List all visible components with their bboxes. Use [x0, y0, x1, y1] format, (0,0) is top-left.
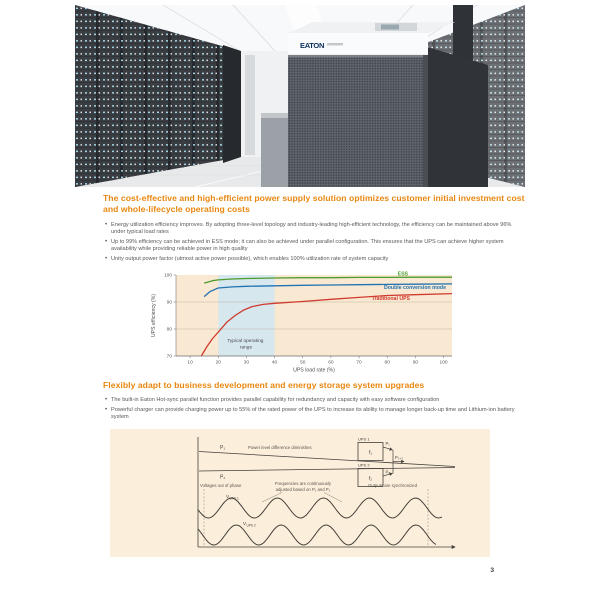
- band-label: Typical operating range: [227, 339, 264, 351]
- x-tick-label: 100: [439, 360, 448, 366]
- section1-heading: The cost-effective and high-efficient power supply solution optimizes customer initial investment cost and whole-lifecycle operating costs: [103, 193, 525, 214]
- bullet-item: • The built-in Eaton Hot-sync parallel function provides parallel capability for redundancy and capacity with easy software configuration: [104, 397, 516, 404]
- bullet-item: • Energy utilization efficiency improves. By adopting three-level topology and industry-leading high-efficient technology, the efficiency can be maintained above 96% under typical load rates: [104, 222, 516, 237]
- far-rack-left: [245, 55, 255, 155]
- x-axis-label: UPS load rate (%): [293, 367, 335, 374]
- x-tick-label: 70: [356, 360, 362, 366]
- x-tick-label: 60: [328, 360, 334, 366]
- legend-double-conversion: Double conversion mode: [384, 284, 446, 291]
- frequency-note-line2: adjusted based on P₁ and P₂: [275, 486, 331, 492]
- side-cabinet: [261, 113, 288, 187]
- eaton-logo: EATON: [300, 41, 325, 50]
- power-note: Power level difference diminishes: [248, 445, 312, 450]
- legend-ess: ESS: [397, 271, 408, 278]
- ups2-box-label: UPS 2: [358, 462, 370, 468]
- frequency-note-line1: Frequencies are continuously: [274, 481, 332, 486]
- y-axis-label: UPS efficiency (%): [151, 293, 157, 338]
- y-tick-label: 100: [163, 273, 172, 279]
- x-tick-label: 40: [271, 360, 278, 366]
- datacenter-photo: [75, 5, 525, 187]
- x-tick-label: 20: [215, 360, 221, 366]
- wave1-label: V: [226, 494, 230, 499]
- bullet-item: • Powerful charger can provide charging power up to 55% of the rated power of the UPS to increase its ability to manage longer back-up time and Lithium-ion battery system: [104, 407, 516, 422]
- sum-arrow-label: P₁₊₂: [395, 455, 404, 460]
- wave2-label-sub: UPS 2: [246, 523, 256, 528]
- x-tick-label: 50: [300, 360, 306, 366]
- x-tick-label: 80: [384, 360, 390, 366]
- ups1-box-label: UPS 1: [358, 436, 370, 442]
- bullet-item: • Up to 99% efficiency can be achieved in ESS mode; it can also be achieved under parallel configuration. This ensures that the UPS can achieve higher system availability while providing reliable power in high quality: [104, 239, 516, 254]
- ups2-frequency: f₂: [368, 476, 373, 482]
- x-tick-label: 30: [243, 360, 250, 366]
- page-number: 3: [490, 567, 494, 574]
- bullet-item: • Unity output power factor (utmost active power possible), which enables 100% utilization rate of system capacity: [104, 256, 516, 263]
- section1-bullet-list: [104, 222, 516, 266]
- x-tick-label: 10: [187, 360, 193, 366]
- wave2-label: V: [243, 521, 247, 526]
- wave1-label-sub: UPS 1: [229, 496, 239, 501]
- x-tick-label: 90: [412, 360, 419, 366]
- efficiency-chart: [148, 270, 488, 374]
- legend-traditional-ups: Traditional UPS: [371, 296, 410, 302]
- p1-arrow-label: P₁: [385, 441, 390, 446]
- p1-label: P₁: [220, 445, 226, 451]
- hot-sync-diagram: [110, 429, 490, 557]
- y-tick-label: 80: [166, 327, 172, 333]
- y-tick-label: 70: [166, 354, 172, 360]
- ups1-frequency: f₁: [368, 450, 373, 456]
- ups-model-text-placeholder: [327, 43, 343, 45]
- section2-bullet-list: [104, 397, 516, 424]
- section2-heading: Flexibly adapt to business development and energy storage system upgrades: [103, 380, 425, 390]
- ups-perforated-front: [288, 55, 428, 187]
- p2-label: P₂: [220, 474, 226, 481]
- voltages-note: Voltages out of phase: [200, 483, 242, 488]
- p2-arrow-label: P₂: [385, 469, 390, 475]
- outputs-note: Outputs are synchronized: [368, 483, 417, 488]
- y-tick-label: 90: [166, 300, 172, 306]
